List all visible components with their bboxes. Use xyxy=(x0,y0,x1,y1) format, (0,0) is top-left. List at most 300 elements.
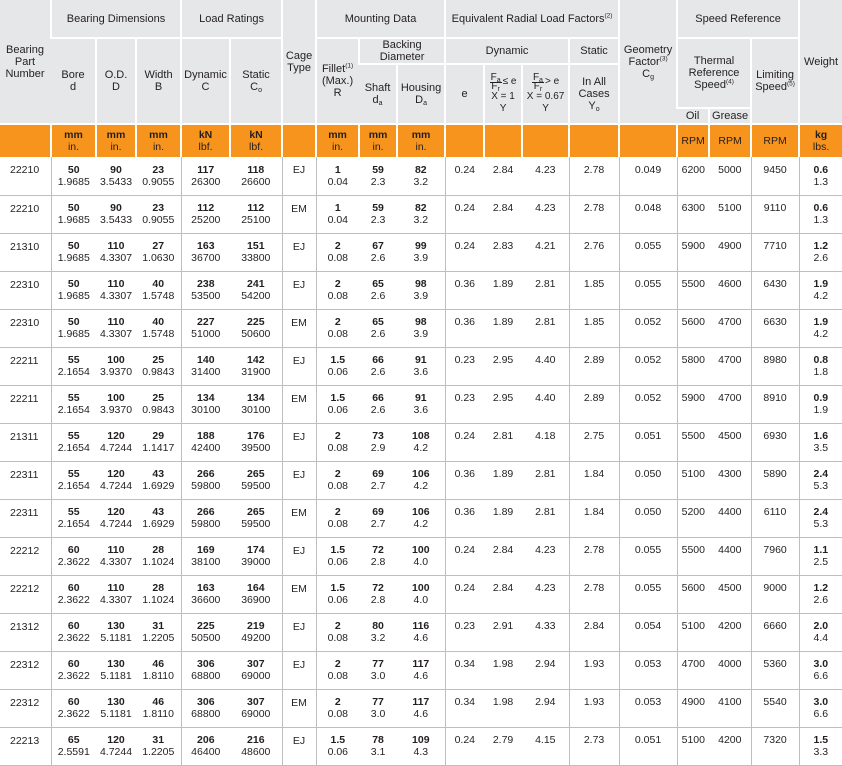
fillet-cell xyxy=(316,575,359,613)
y2-text: 4.23 xyxy=(535,544,556,556)
e-value xyxy=(445,309,484,347)
bore-mm: 55 xyxy=(67,354,80,366)
part-number xyxy=(0,309,51,347)
oil-text: 5900 xyxy=(681,240,705,252)
width-cell xyxy=(136,461,181,499)
shaft-mm: 66 xyxy=(372,392,384,404)
limiting-speed xyxy=(751,613,799,651)
bore-cell xyxy=(51,651,96,689)
static-kn: 307 xyxy=(247,658,265,670)
dynamic-cell xyxy=(181,651,230,689)
y1-text: 2.84 xyxy=(492,544,514,556)
fr-sub: r xyxy=(539,85,543,93)
shaft-in: 2.7 xyxy=(370,480,386,492)
header-backing-diameter: Backing Diameter xyxy=(359,38,445,64)
cage-type xyxy=(282,423,316,461)
table-row xyxy=(0,537,842,575)
housing-mm: 91 xyxy=(414,354,427,366)
grease-text: 4500 xyxy=(718,582,742,594)
bore-in: 2.5591 xyxy=(57,746,90,758)
part-number-value: 21310 xyxy=(10,240,40,253)
width-mm: 28 xyxy=(152,582,165,594)
limiting-text: 6930 xyxy=(763,430,787,442)
bore-cell xyxy=(51,689,96,727)
width-mm: 23 xyxy=(152,163,165,176)
geometry-factor-symbol: C xyxy=(642,67,651,80)
od-in: 5.1181 xyxy=(100,708,132,720)
y2-value xyxy=(522,461,569,499)
y0-text: 2.78 xyxy=(583,544,605,556)
width-cell xyxy=(136,537,181,575)
y2-value xyxy=(522,727,569,765)
od-in: 4.3307 xyxy=(99,556,133,568)
fa-symbol: F xyxy=(490,71,497,83)
fillet-cell xyxy=(316,537,359,575)
fillet-mm: 1.5 xyxy=(330,544,346,556)
fillet-mm: 1.5 xyxy=(330,582,346,594)
table-row xyxy=(0,575,842,613)
cage-value: EM xyxy=(291,696,307,709)
weight-cell xyxy=(799,651,842,689)
weight-lbs: 1.3 xyxy=(813,214,829,226)
od-mm: 120 xyxy=(107,468,125,480)
units-cage xyxy=(282,124,316,157)
static-cell xyxy=(230,233,282,271)
shaft-in: 2.6 xyxy=(370,366,386,378)
part-number xyxy=(0,233,51,271)
dynamic-lbf: 31400 xyxy=(191,366,221,378)
units-fillet xyxy=(316,124,359,157)
y1-value xyxy=(484,651,522,689)
y2-text: 2.81 xyxy=(535,506,556,518)
y0-value xyxy=(569,499,619,537)
shaft-in: 2.6 xyxy=(370,290,386,302)
oil-text: 6200 xyxy=(681,163,705,176)
y2-text: 4.33 xyxy=(535,620,556,632)
grease-text: 4900 xyxy=(718,240,742,252)
shaft-mm: 59 xyxy=(372,202,384,214)
width-cell xyxy=(136,233,181,271)
oil-speed xyxy=(677,537,709,575)
od-in: 4.7244 xyxy=(99,442,133,454)
fillet-cell xyxy=(316,309,359,347)
grease-speed xyxy=(709,195,751,233)
housing-in: 4.2 xyxy=(413,480,429,492)
housing-mm: 109 xyxy=(412,734,430,746)
shaft-in: 2.6 xyxy=(370,328,386,340)
fillet-mm: 2 xyxy=(334,430,341,442)
part-number-value: 22312 xyxy=(10,696,40,709)
header-dynamic-group: Dynamic xyxy=(445,38,569,64)
cage-value: EM xyxy=(291,316,307,329)
bore-mm: 55 xyxy=(67,392,80,404)
bore-cell xyxy=(51,157,96,195)
oil-speed xyxy=(677,309,709,347)
limiting-speed xyxy=(751,651,799,689)
y0-text: 2.78 xyxy=(583,582,605,594)
bore-mm: 60 xyxy=(67,544,80,556)
cg-value xyxy=(619,537,677,575)
header-oil: Oil xyxy=(677,108,709,124)
od-mm: 110 xyxy=(107,582,125,594)
fillet-in: 0.08 xyxy=(327,252,349,264)
housing-in: 4.2 xyxy=(413,518,429,530)
e-value xyxy=(445,651,484,689)
header-od xyxy=(96,38,136,124)
shaft-in: 2.6 xyxy=(370,252,386,264)
width-cell xyxy=(136,309,181,347)
fr-symbol: F xyxy=(533,80,540,92)
cage-type xyxy=(282,499,316,537)
fillet-in: 0.08 xyxy=(327,328,349,340)
width-mm: 46 xyxy=(152,696,165,708)
header-fillet xyxy=(316,38,359,124)
dynamic-kn: 140 xyxy=(197,354,215,366)
oil-text: 5200 xyxy=(681,506,705,518)
fillet-in: 0.06 xyxy=(327,404,349,416)
y2-text: 4.21 xyxy=(535,240,556,252)
dynamic-cell xyxy=(181,499,230,537)
shaft-mm: 73 xyxy=(372,430,384,442)
od-in: 4.3307 xyxy=(99,252,133,264)
shaft-cell xyxy=(359,233,397,271)
part-number xyxy=(0,499,51,537)
od-mm: 120 xyxy=(107,506,125,518)
units-oil: RPM xyxy=(677,124,709,157)
y2-value xyxy=(522,575,569,613)
static-lbf: 26600 xyxy=(241,175,271,188)
width-in: 1.0630 xyxy=(142,252,175,264)
static-lbf: 39000 xyxy=(241,556,271,568)
cage-type xyxy=(282,271,316,309)
cg-text: 0.054 xyxy=(634,620,662,632)
static-cell xyxy=(230,271,282,309)
width-cell xyxy=(136,347,181,385)
dynamic-lbf: 42400 xyxy=(191,442,221,454)
cg-value xyxy=(619,385,677,423)
cage-type xyxy=(282,157,316,195)
dynamic-rating-symbol: C xyxy=(201,81,210,93)
part-number-value: 22213 xyxy=(10,734,40,747)
fa-sub: a xyxy=(496,76,501,84)
fillet-in: 0.08 xyxy=(327,632,349,644)
shaft-mm: 69 xyxy=(372,506,384,518)
cage-value: EJ xyxy=(292,240,306,253)
y2-value xyxy=(522,613,569,651)
y1-text: 1.98 xyxy=(492,696,514,708)
y1-value xyxy=(484,689,522,727)
bore-cell xyxy=(51,423,96,461)
cg-value xyxy=(619,727,677,765)
static-kn: 307 xyxy=(247,696,265,708)
geometry-factor-sub: g xyxy=(650,73,654,81)
x1-label: X = 1 xyxy=(491,90,515,102)
table-row xyxy=(0,385,842,423)
table-row xyxy=(0,689,842,727)
width-in: 0.9843 xyxy=(142,366,175,378)
shaft-in: 3.2 xyxy=(370,632,386,644)
y2-text: 4.40 xyxy=(535,392,556,404)
fillet-mm: 2 xyxy=(334,468,341,480)
fillet-cell xyxy=(316,271,359,309)
oil-speed xyxy=(677,271,709,309)
y2-value xyxy=(522,309,569,347)
oil-text: 5500 xyxy=(681,278,705,290)
dynamic-lbf: 59800 xyxy=(191,480,221,492)
weight-kg: 1.9 xyxy=(813,278,829,290)
grease-text: 5000 xyxy=(718,163,742,176)
dynamic-cell xyxy=(181,195,230,233)
housing-in: 4.0 xyxy=(413,594,429,606)
width-label: Width xyxy=(144,69,173,81)
od-cell xyxy=(96,499,136,537)
static-cell xyxy=(230,309,282,347)
width-in: 1.6929 xyxy=(142,480,175,492)
dynamic-cell xyxy=(181,537,230,575)
table-row xyxy=(0,461,842,499)
fillet-mm: 2 xyxy=(334,620,341,632)
cg-value xyxy=(619,157,677,195)
shaft-mm: 72 xyxy=(372,544,384,556)
limiting-speed-note: (5) xyxy=(787,80,795,88)
unit-lbf: lbf. xyxy=(249,141,264,153)
od-mm: 120 xyxy=(107,734,125,746)
units-bore xyxy=(51,124,96,157)
static-cell xyxy=(230,689,282,727)
width-mm: 43 xyxy=(152,468,165,480)
shaft-cell xyxy=(359,195,397,233)
part-number-value: 22211 xyxy=(10,392,39,405)
y2-text: 4.40 xyxy=(535,354,556,366)
fillet-mm: 2 xyxy=(334,316,341,328)
housing-cell xyxy=(397,423,445,461)
grease-speed xyxy=(709,651,751,689)
table-row xyxy=(0,157,842,195)
bore-label: Bore xyxy=(61,69,85,81)
fillet-note: (1) xyxy=(345,62,354,70)
weight-kg: 2.0 xyxy=(813,620,829,632)
housing-cell xyxy=(397,271,445,309)
housing-mm: 108 xyxy=(412,430,430,442)
fillet-in: 0.08 xyxy=(327,480,349,492)
shaft-mm: 72 xyxy=(372,582,384,594)
y2-text: 4.23 xyxy=(535,163,556,176)
od-cell xyxy=(96,461,136,499)
cage-type xyxy=(282,689,316,727)
e-value xyxy=(445,613,484,651)
oil-text: 5500 xyxy=(681,430,705,442)
dynamic-lbf: 50500 xyxy=(191,632,221,644)
cg-value xyxy=(619,309,677,347)
dynamic-kn: 206 xyxy=(197,734,215,746)
dynamic-kn: 117 xyxy=(197,163,215,176)
width-cell xyxy=(136,613,181,651)
dynamic-kn: 266 xyxy=(197,506,215,518)
static-cell xyxy=(230,537,282,575)
width-mm: 25 xyxy=(152,354,165,366)
fa-symbol: F xyxy=(532,71,540,83)
fillet-mm: 1 xyxy=(334,163,341,176)
y0-value xyxy=(569,461,619,499)
housing-in: 4.2 xyxy=(413,442,429,454)
limiting-text: 6630 xyxy=(763,316,787,328)
weight-cell xyxy=(799,499,842,537)
width-mm: 27 xyxy=(152,240,165,252)
cage-value: EJ xyxy=(292,734,306,747)
cg-text: 0.050 xyxy=(634,506,662,518)
width-mm: 25 xyxy=(152,392,165,404)
static-lbf: 33800 xyxy=(241,252,271,264)
y1-text: 2.79 xyxy=(492,734,514,746)
shaft-cell xyxy=(359,575,397,613)
limiting-text: 7320 xyxy=(763,734,787,746)
e-text: 0.36 xyxy=(454,468,476,480)
y0-sub: o xyxy=(595,106,600,113)
header-speed-reference: Speed Reference xyxy=(677,0,799,38)
shaft-cell xyxy=(359,499,397,537)
limiting-text: 5540 xyxy=(763,696,787,708)
dynamic-kn: 163 xyxy=(197,582,215,594)
limiting-text: 6110 xyxy=(763,506,787,518)
fillet-mm: 2 xyxy=(334,658,341,670)
housing-mm: 91 xyxy=(414,392,427,404)
width-in: 1.2205 xyxy=(142,632,175,644)
part-number-value: 22312 xyxy=(10,658,40,671)
header-static-rating xyxy=(230,38,282,124)
dynamic-lbf: 68800 xyxy=(191,708,221,720)
limiting-speed xyxy=(751,499,799,537)
housing-cell xyxy=(397,385,445,423)
y1-text: 2.84 xyxy=(492,163,514,176)
od-in: 4.7244 xyxy=(99,480,133,492)
fillet-mm: 2 xyxy=(334,696,341,708)
y2-value xyxy=(522,423,569,461)
housing-cell xyxy=(397,727,445,765)
e-text: 0.24 xyxy=(454,163,476,176)
y1-text: 2.83 xyxy=(492,240,514,252)
housing-cell xyxy=(397,537,445,575)
limiting-text: 5890 xyxy=(763,468,787,480)
od-cell xyxy=(96,385,136,423)
bore-cell xyxy=(51,271,96,309)
weight-cell xyxy=(799,271,842,309)
y0-text: 1.85 xyxy=(583,278,605,290)
y1-text: 2.84 xyxy=(492,582,514,594)
cage-type xyxy=(282,195,316,233)
width-cell xyxy=(136,575,181,613)
od-mm: 130 xyxy=(107,620,125,632)
y2-text: 4.23 xyxy=(535,582,556,594)
cg-value xyxy=(619,499,677,537)
grease-text: 4400 xyxy=(718,544,742,556)
static-kn: 265 xyxy=(247,468,265,480)
fillet-in: 0.08 xyxy=(327,518,349,530)
limiting-speed xyxy=(751,195,799,233)
header-width xyxy=(136,38,181,124)
y0-value xyxy=(569,309,619,347)
weight-cell xyxy=(799,613,842,651)
od-mm: 100 xyxy=(107,354,125,366)
static-cell xyxy=(230,461,282,499)
dynamic-kn: 227 xyxy=(197,316,215,328)
width-cell xyxy=(136,195,181,233)
e-text: 0.24 xyxy=(454,734,476,746)
oil-text: 5100 xyxy=(681,734,705,746)
grease-text: 5100 xyxy=(718,202,742,214)
cg-text: 0.053 xyxy=(634,696,662,708)
od-cell xyxy=(96,727,136,765)
width-mm: 29 xyxy=(152,430,165,442)
weight-kg: 1.2 xyxy=(813,240,829,252)
grease-text: 4600 xyxy=(718,278,742,290)
y2-value xyxy=(522,157,569,195)
weight-cell xyxy=(799,537,842,575)
od-mm: 90 xyxy=(110,163,122,176)
weight-lbs: 2.6 xyxy=(813,252,829,264)
shaft-mm: 77 xyxy=(372,696,384,708)
cage-type xyxy=(282,727,316,765)
bore-in: 2.3622 xyxy=(57,670,90,682)
cg-text: 0.052 xyxy=(634,316,662,328)
y0-text: 1.85 xyxy=(583,316,605,328)
units-e xyxy=(445,124,484,157)
fr-sub: r xyxy=(497,85,500,93)
dynamic-kn: 134 xyxy=(197,392,215,404)
dynamic-kn: 306 xyxy=(197,658,215,670)
weight-lbs: 2.5 xyxy=(813,556,829,568)
weight-cell xyxy=(799,195,842,233)
grease-text: 4700 xyxy=(718,354,742,366)
dynamic-kn: 163 xyxy=(197,240,215,252)
thermal-speed-note: (4) xyxy=(725,78,734,86)
unit-in: in. xyxy=(415,141,427,153)
bore-mm: 55 xyxy=(67,506,80,518)
weight-kg: 1.1 xyxy=(813,544,829,556)
static-cell xyxy=(230,499,282,537)
grease-text: 4200 xyxy=(718,734,742,746)
limiting-speed xyxy=(751,271,799,309)
weight-cell xyxy=(799,233,842,271)
bore-cell xyxy=(51,461,96,499)
od-mm: 110 xyxy=(107,544,125,556)
housing-symbol: D xyxy=(415,94,424,106)
part-number xyxy=(0,347,51,385)
width-mm: 40 xyxy=(152,278,165,290)
e-value xyxy=(445,385,484,423)
y1-text: 1.89 xyxy=(492,468,514,480)
grease-text: 4000 xyxy=(718,658,742,670)
table-row xyxy=(0,347,842,385)
fillet-in: 0.04 xyxy=(327,214,349,226)
grease-speed xyxy=(709,689,751,727)
header-bore xyxy=(51,38,96,124)
dynamic-kn: 266 xyxy=(197,468,215,480)
units-weight xyxy=(799,124,842,157)
limiting-speed xyxy=(751,537,799,575)
fillet-cell xyxy=(316,347,359,385)
oil-text: 5100 xyxy=(681,468,705,480)
weight-kg: 0.6 xyxy=(813,202,829,214)
unit-in: in. xyxy=(152,141,165,153)
weight-kg: 0.6 xyxy=(813,163,829,176)
fillet-cell xyxy=(316,461,359,499)
fillet-mm: 1.5 xyxy=(330,392,346,404)
housing-in: 3.9 xyxy=(413,252,429,264)
width-mm: 31 xyxy=(152,734,165,746)
cage-value: EJ xyxy=(292,544,306,557)
shaft-in: 3.1 xyxy=(370,746,386,758)
oil-speed xyxy=(677,423,709,461)
